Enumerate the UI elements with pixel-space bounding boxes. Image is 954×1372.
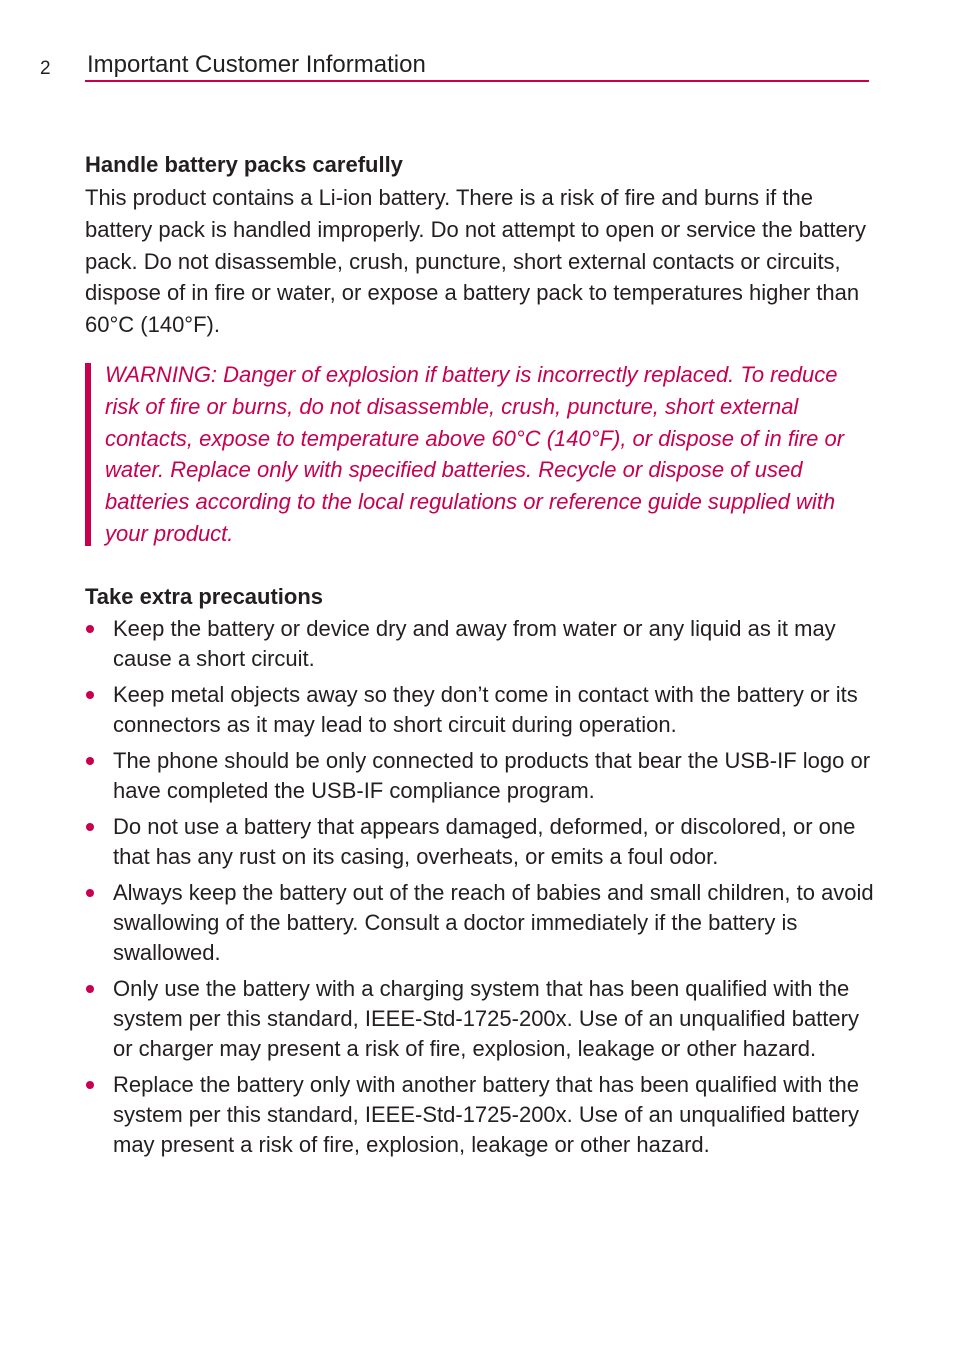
list-item [85, 680, 875, 740]
list-item-text: Keep metal objects away so they don’t come in contact with the battery or its connectors as it may lead to short circuit during operation. [113, 681, 858, 737]
bullet-icon [86, 1081, 94, 1089]
bullet-icon [86, 985, 94, 993]
section-heading: Take extra precautions [85, 583, 324, 609]
warning-text: WARNING: Danger of explosion if battery is incorrectly replaced. To reduce risk of fire or burns, do not disassemble, crush, puncture, short external contacts, expose to temperature above 60°C (140°F), or dispose of in fire or water. Replace only with specified batteries. Recycle or dispose of used batteries according to the local regulations or reference guide supplied with your product. [105, 361, 845, 546]
list-item [85, 746, 875, 806]
section-precautions [85, 581, 875, 1160]
warning-callout [85, 359, 875, 550]
bullet-icon [86, 757, 94, 765]
page-number: 2 [40, 58, 51, 79]
bullet-icon [86, 691, 94, 699]
list-item [85, 1070, 875, 1160]
list-item-text: Keep the battery or device dry and away from water or any liquid as it may cause a short circuit. [113, 615, 836, 671]
bullet-icon [86, 823, 94, 831]
list-item [85, 614, 875, 674]
bullet-icon [86, 625, 94, 633]
list-item-text: Replace the battery only with another battery that has been qualified with the system per this standard, IEEE-Std-1725-200x. Use of an unqualified battery may present a risk of fire, explosion, leakage or other hazard. [113, 1071, 860, 1157]
list-item-text: Only use the battery with a charging system that has been qualified with the system per this standard, IEEE-Std-1725-200x. Use of an unqualified battery or charger may present a risk of fire, explosion, leakage or other hazard. [113, 975, 859, 1061]
list-item-text: Do not use a battery that appears damaged, deformed, or discolored, or one that has any rust on its casing, overheats, or emits a foul odor. [113, 813, 856, 869]
page-header-title: Important Customer Information [87, 51, 426, 78]
page-content [85, 149, 875, 1166]
list-item [85, 812, 875, 872]
header-rule [85, 80, 869, 82]
list-item [85, 878, 875, 968]
list-item-text: Always keep the battery out of the reach of babies and small children, to avoid swallowing of the battery. Consult a doctor immediately if the battery is swallowed. [113, 879, 874, 965]
list-item [85, 974, 875, 1064]
warning-bar [85, 363, 91, 546]
bullet-icon [86, 889, 94, 897]
list-item-text: The phone should be only connected to products that bear the USB-IF logo or have completed the USB-IF compliance program. [113, 747, 871, 803]
body-paragraph: This product contains a Li-ion battery. There is a risk of fire and burns if the battery pack is handled improperly. Do not attempt to open or service the battery pack. Do not disassemble, crush, puncture, short external contacts or circuits, dispose of in fire or water, or expose a battery pack to temperatures higher than 60°C (140°F). [85, 185, 866, 338]
precaution-list [85, 614, 875, 1160]
section-battery-handling [85, 149, 875, 550]
section-heading: Handle battery packs carefully [85, 152, 403, 177]
